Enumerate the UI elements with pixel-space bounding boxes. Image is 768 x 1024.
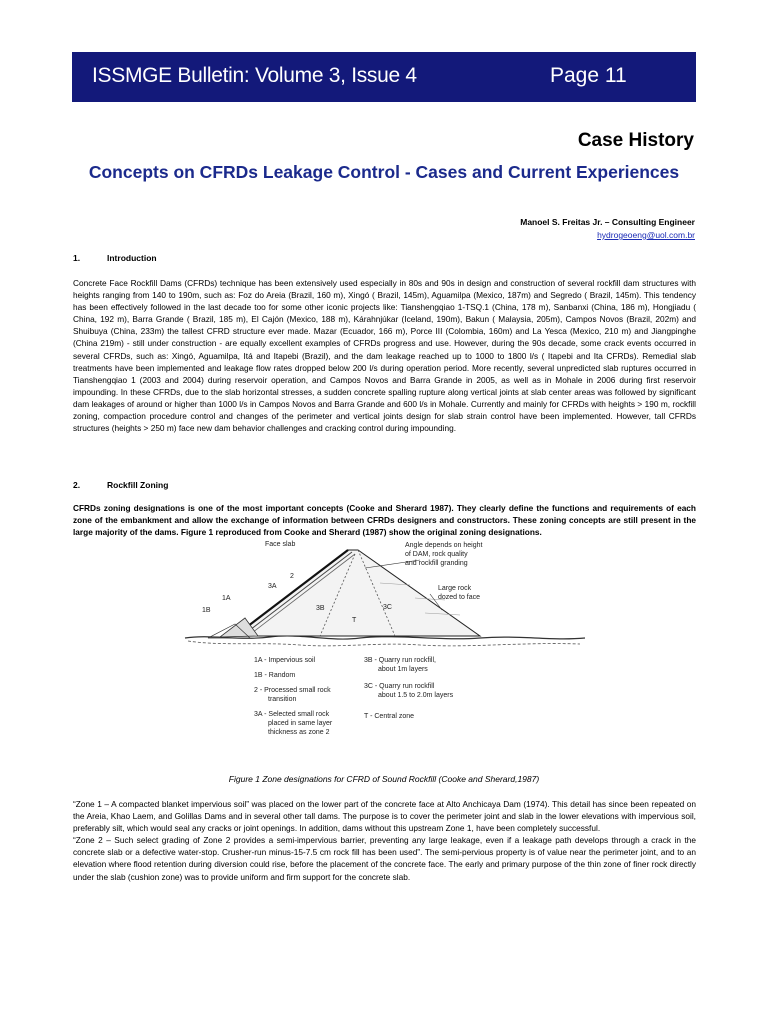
figure-caption: Figure 1 Zone designations for CFRD of Sound Rockfill (Cooke and Sherard,1987) (228, 774, 540, 784)
page-number: Page 11 (550, 64, 627, 87)
zone-t-label: T (352, 617, 357, 624)
legend-3a: 3A - Selected small rock (254, 711, 330, 718)
legend-t: T - Central zone (364, 713, 415, 720)
section-heading-rockfill-zoning (73, 480, 168, 490)
rockfill-zoning-paragraph: CFRDs zoning designations is one of the most important concepts (Cooke and Sherard 1987). They clearly define the functions and requirements of each zone of the embankment and allow the exchange of information between CFRDs designers and constructors. These zoning concepts are still present in the large majority of the dams. Figure 1 reproduced from Cooke and Sherard (1987) show the original zoning designations. (73, 503, 696, 538)
section-heading-text: Rockfill Zoning (107, 480, 169, 490)
zone-descriptions (73, 798, 696, 883)
large-rock-line-2: dozed to face (438, 594, 481, 601)
legend-3b-cont: about 1m layers (378, 666, 428, 673)
legend-2-cont: transition (268, 696, 297, 703)
section-label: Case History (577, 130, 694, 151)
zone-designation-figure (180, 538, 590, 738)
legend-3a-cont-2: thickness as zone 2 (268, 729, 330, 736)
legend-1a: 1A - Impervious soil (254, 657, 316, 664)
section-number: 1. (73, 253, 81, 263)
angle-note-line-1: Angle depends on height (405, 542, 483, 549)
zone-3b-label: 3B (316, 605, 325, 612)
large-rock-line-1: Large rock (438, 585, 472, 592)
legend-3c-cont: about 1.5 to 2.0m layers (378, 692, 454, 699)
angle-note-line-2: of DAM, rock quality (405, 551, 468, 558)
zone-3a-label: 3A (268, 583, 277, 590)
section-heading-text: Introduction (107, 253, 157, 263)
bulletin-title: ISSMGE Bulletin: Volume 3, Issue 4 (92, 64, 417, 87)
legend-3b: 3B - Quarry run rockfill, (364, 657, 436, 664)
article-title: Concepts on CFRDs Leakage Control - Cases and Current Experiences (88, 162, 680, 182)
section-heading-introduction (73, 253, 157, 263)
legend-3a-cont-1: placed in same layer (268, 720, 333, 727)
author-name: Manoel S. Freitas Jr. – Consulting Engineer (520, 217, 695, 227)
zone-1-paragraph: “Zone 1 – A compacted blanket impervious soil” was placed on the lower part of the concrete face at Alto Anchicaya Dam (1974). This detail has since been repeated on the Areia, Khao Laem, and Golillas Dams and in several other tall dams. The purpose is to cover the perimeter joint and slab in the lower elevations with impervious soil, preferably silt, which would seal any cracks or joint openings. In addition, dams without this upstream Zone 1, have been completely successful. (73, 799, 696, 834)
header-banner (72, 52, 696, 102)
face-slab-label: Face slab (265, 541, 296, 548)
introduction-paragraph: Concrete Face Rockfill Dams (CFRDs) technique has been extensively used especially in 80s and 90s in design and construction of several rockfill dam structures with heights ranging from 140 to 190m, such as: Foz do Areia (Brazil, 160 m), Xingó ( Brazil, 145m), Aguamilpa (Mexico, 187m) and Segredo ( Brazil, 145m). This tendency has been effectively followed in the last decade too for some other iconic projects like: Tianshengqiao 1-TSQ.1 (China, 178 m), Sanbanxi (China, 186 m), Hongjiadu ( China, 192 m), Barra Grande ( Brazil, 185 m), El Cajón (Mexico, 188 m), Kárahnjúkar (Iceland, 190m), Bakun ( Malaysia, 205m), Campos Novos (Brazil, 202m) and Shuibuya (China, 233m) the tallest CFRD structure ever made. Mazar (Ecuador, 166 m), Porce III (Colombia, 160m) and La Yesca (Mexico, 210 m) and Jiangpinghe (China 219m) - still under construction - are equally excellent examples of CFRDs progress and use. However, during the 90s decade, some crack events occurred in several CFRDs, such as: Xingó, Aguamilpa, Itá and Itapebi (Brazil), and the dam leakage reached up to 1000 to 1800 l/s ( Itapebi and Ita CFRDs). Remedial slab treatments have been implemented and leakage flow rates dropped below 200 l/s during operation period. More recently, several unpredicted slab ruptures occurred in Tianshengqiao 1 (2003 and 2004) during reservoir operation, and Campos Novos and Barra Grande in 2005, as well as in Mohale in 2006 during first reservoir impounding. In these CFRDs, due to the slab horizontal stresses, a sudden concrete spalling rupture along vertical joints at slab center areas was followed by significant dam leakages of around or higher than 1000 l/s in Campos Novos and Barra Grande and 600 l/s in Mohale. Currently and mainly for CFRDs with heights > 190 m, rockfill zoning, compaction procedure control and changes of the perimeter and vertical joints design for slab strain control have been implemented. However, tall CFRDs structures (heights > 250 m) face new dam behavior challenges and cracking control during impounding. (73, 278, 696, 434)
section-number: 2. (73, 480, 81, 490)
angle-note-line-3: and rockfill granding (405, 560, 468, 567)
author-block (520, 216, 695, 242)
legend-2: 2 - Processed small rock (254, 687, 331, 694)
zone-1b-label: 1B (202, 607, 211, 614)
author-email-link[interactable]: hydrogeoeng@uol.com.br (597, 230, 695, 240)
zone-3c-label: 3C (383, 604, 392, 611)
zone-2-paragraph: “Zone 2 – Such select grading of Zone 2 provides a semi-impervious barrier, preventing any large leakage, even if a leakage path develops through a crack in the concrete slab or a defective water-stop. Crusher-run minus-15-7.5 cm rock fill has been used”. The semi-pervious property is of value near the perimeter joint, and to an elevation where flood retention during diversion could rise, before the placement of the concrete face. The early and primary purpose of the thin zone of finer rock directly under the slab (cushion zone) was to provide uniform and firm support for the concrete slab. (73, 835, 696, 882)
legend-3c: 3C - Quarry run rockfill (364, 683, 435, 690)
dam-cross-section-drawing (180, 538, 590, 738)
legend-1b: 1B - Random (254, 672, 296, 679)
zone-1a-label: 1A (222, 595, 231, 602)
zone-2-label: 2 (290, 573, 294, 580)
